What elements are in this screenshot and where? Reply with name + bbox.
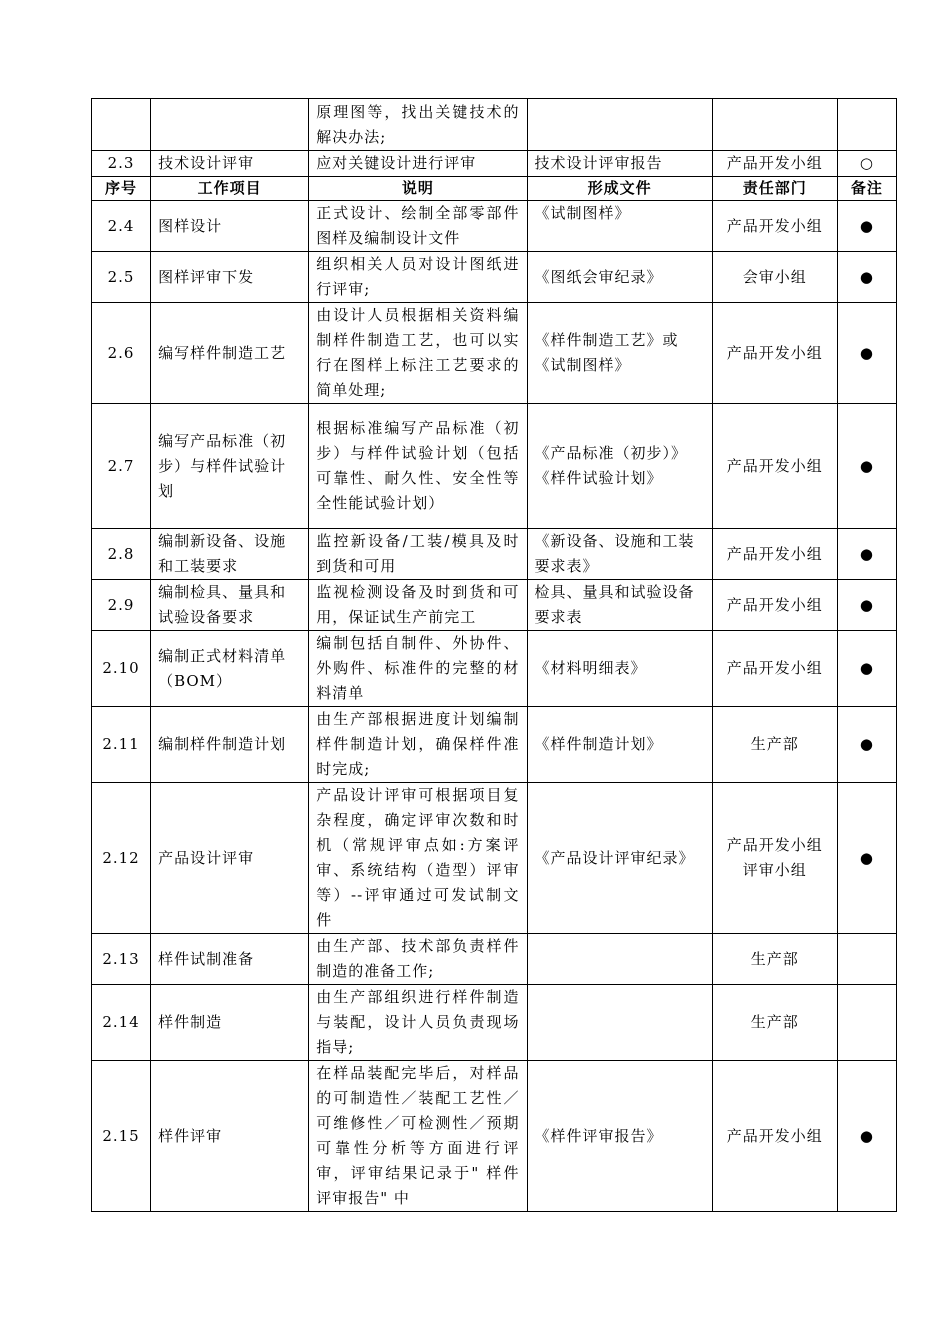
row-no: 2.11 bbox=[92, 707, 151, 783]
row-desc: 正式设计、绘制全部零部件图样及编制设计文件 bbox=[309, 201, 527, 252]
row-desc: 根据标准编写产品标准（初步）与样件试验计划（包括可靠性、耐久性、安全性等全性能试验计划） bbox=[309, 404, 527, 529]
row-no: 2.6 bbox=[92, 303, 151, 404]
table-row bbox=[92, 783, 897, 934]
header-note: 备注 bbox=[837, 177, 896, 201]
row-desc: 在样品装配完毕后，对样品的可制造性／装配工艺性／可维修性／可检测性／预期可靠性分析等方面进行评审，评审结果记录于" 样件评审报告" 中 bbox=[309, 1061, 527, 1212]
row-dept: 产品开发小组 bbox=[712, 631, 837, 707]
row-note bbox=[837, 99, 896, 151]
header-desc: 说明 bbox=[309, 177, 527, 201]
row-doc: 《产品设计评审纪录》 bbox=[527, 783, 712, 934]
row-desc: 监控新设备/工装/模具及时到货和可用 bbox=[309, 529, 527, 580]
row-item: 编写样件制造工艺 bbox=[151, 303, 309, 404]
row-dept: 生产部 bbox=[712, 934, 837, 985]
row-note: ● bbox=[837, 1061, 896, 1212]
row-desc: 编制包括自制件、外协件、外购件、标准件的完整的材料清单 bbox=[309, 631, 527, 707]
row-item: 编制样件制造计划 bbox=[151, 707, 309, 783]
row-doc bbox=[527, 99, 712, 151]
row-desc: 由设计人员根据相关资料编制样件制造工艺，也可以实行在图样上标注工艺要求的简单处理; bbox=[309, 303, 527, 404]
row-doc: 《新设备、设施和工装要求表》 bbox=[527, 529, 712, 580]
row-desc: 产品设计评审可根据项目复杂程度，确定评审次数和时机（常规评审点如:方案评审、系统结构（造型）评审等）--评审通过可发试制文件 bbox=[309, 783, 527, 934]
row-doc: 《试制图样》 bbox=[527, 201, 712, 252]
row-note bbox=[837, 985, 896, 1061]
row-doc: 《图纸会审纪录》 bbox=[527, 252, 712, 303]
row-desc: 应对关键设计进行评审 bbox=[309, 151, 527, 177]
row-dept: 产品开发小组 bbox=[712, 529, 837, 580]
row-note: ○ bbox=[837, 151, 896, 177]
row-item: 图样评审下发 bbox=[151, 252, 309, 303]
row-item: 样件试制准备 bbox=[151, 934, 309, 985]
row-note: ● bbox=[837, 707, 896, 783]
row-dept: 产品开发小组 bbox=[712, 303, 837, 404]
row-dept: 产品开发小组 bbox=[712, 201, 837, 252]
row-no: 2.8 bbox=[92, 529, 151, 580]
row-item: 图样设计 bbox=[151, 201, 309, 252]
row-doc bbox=[527, 985, 712, 1061]
table-row bbox=[92, 99, 897, 151]
table-row bbox=[92, 985, 897, 1061]
row-no: 2.12 bbox=[92, 783, 151, 934]
row-dept bbox=[712, 783, 837, 934]
row-item: 样件制造 bbox=[151, 985, 309, 1061]
row-no: 2.13 bbox=[92, 934, 151, 985]
row-dept: 生产部 bbox=[712, 707, 837, 783]
header-dept: 责任部门 bbox=[712, 177, 837, 201]
row-item: 产品设计评审 bbox=[151, 783, 309, 934]
row-no: 2.9 bbox=[92, 580, 151, 631]
row-dept bbox=[712, 99, 837, 151]
row-doc: 技术设计评审报告 bbox=[527, 151, 712, 177]
table-row bbox=[92, 252, 897, 303]
row-desc: 原理图等，找出关键技术的解决办法; bbox=[309, 99, 527, 151]
row-note: ● bbox=[837, 303, 896, 404]
row-no: 2.5 bbox=[92, 252, 151, 303]
row-dept: 产品开发小组 bbox=[712, 1061, 837, 1212]
row-item: 编制新设备、设施和工装要求 bbox=[151, 529, 309, 580]
row-dept: 产品开发小组 bbox=[712, 151, 837, 177]
row-doc bbox=[527, 934, 712, 985]
row-note: ● bbox=[837, 783, 896, 934]
row-dept: 产品开发小组 bbox=[712, 580, 837, 631]
row-item: 编制检具、量具和试验设备要求 bbox=[151, 580, 309, 631]
row-no: 2.3 bbox=[92, 151, 151, 177]
row-no bbox=[92, 99, 151, 151]
row-dept: 会审小组 bbox=[712, 252, 837, 303]
table-row bbox=[92, 580, 897, 631]
table-header-row bbox=[92, 177, 897, 201]
row-item: 编写产品标准（初步）与样件试验计划 bbox=[151, 404, 309, 529]
row-note: ● bbox=[837, 252, 896, 303]
row-no: 2.7 bbox=[92, 404, 151, 529]
row-doc: 《材料明细表》 bbox=[527, 631, 712, 707]
row-note bbox=[837, 934, 896, 985]
row-desc: 由生产部、技术部负责样件制造的准备工作; bbox=[309, 934, 527, 985]
header-no: 序号 bbox=[92, 177, 151, 201]
table-row bbox=[92, 303, 897, 404]
table-row bbox=[92, 404, 897, 529]
row-no: 2.15 bbox=[92, 1061, 151, 1212]
table-row bbox=[92, 151, 897, 177]
header-item: 工作项目 bbox=[151, 177, 309, 201]
row-desc: 监视检测设备及时到货和可用，保证试生产前完工 bbox=[309, 580, 527, 631]
row-dept-line2: 评审小组 bbox=[742, 861, 807, 879]
row-doc: 《样件评审报告》 bbox=[527, 1061, 712, 1212]
row-note: ● bbox=[837, 201, 896, 252]
row-doc: 《产品标准（初步）》《样件试验计划》 bbox=[527, 404, 712, 529]
row-doc: 检具、量具和试验设备要求表 bbox=[527, 580, 712, 631]
table-row bbox=[92, 529, 897, 580]
row-note: ● bbox=[837, 631, 896, 707]
table-row bbox=[92, 1061, 897, 1212]
row-no: 2.14 bbox=[92, 985, 151, 1061]
row-item: 技术设计评审 bbox=[151, 151, 309, 177]
row-dept: 生产部 bbox=[712, 985, 837, 1061]
row-note: ● bbox=[837, 529, 896, 580]
table-row bbox=[92, 934, 897, 985]
row-item: 编制正式材料清单（BOM） bbox=[151, 631, 309, 707]
header-doc: 形成文件 bbox=[527, 177, 712, 201]
row-desc: 由生产部组织进行样件制造与装配，设计人员负责现场指导; bbox=[309, 985, 527, 1061]
table-row bbox=[92, 631, 897, 707]
row-dept-line1: 产品开发小组 bbox=[726, 836, 823, 854]
row-doc: 《样件制造计划》 bbox=[527, 707, 712, 783]
row-no: 2.10 bbox=[92, 631, 151, 707]
process-table bbox=[91, 98, 897, 1212]
table-row bbox=[92, 707, 897, 783]
row-no: 2.4 bbox=[92, 201, 151, 252]
row-item: 样件评审 bbox=[151, 1061, 309, 1212]
row-doc: 《样件制造工艺》或《试制图样》 bbox=[527, 303, 712, 404]
row-dept: 产品开发小组 bbox=[712, 404, 837, 529]
row-note: ● bbox=[837, 404, 896, 529]
row-desc: 组织相关人员对设计图纸进行评审; bbox=[309, 252, 527, 303]
row-item bbox=[151, 99, 309, 151]
table-row bbox=[92, 201, 897, 252]
row-note: ● bbox=[837, 580, 896, 631]
row-desc: 由生产部根据进度计划编制样件制造计划，确保样件准时完成; bbox=[309, 707, 527, 783]
